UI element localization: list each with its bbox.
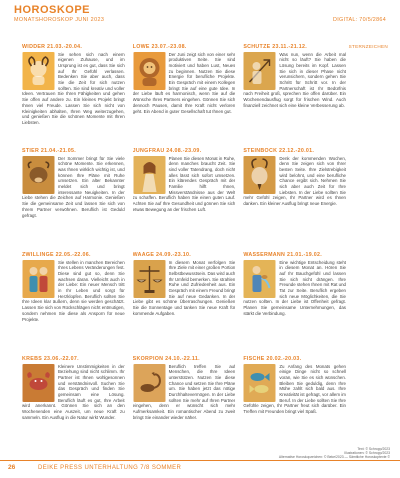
sign-block-krebs	[22, 356, 125, 456]
digital-code: DIGITAL: 70/5/2864	[333, 17, 386, 23]
lion-icon	[133, 52, 166, 90]
goat-icon	[243, 156, 276, 194]
sign-title: WASSERMANN 21.01.-19.02.	[243, 252, 323, 258]
crab-icon	[22, 364, 55, 402]
sign-block-zwillinge	[22, 252, 125, 352]
sign-block-waage	[133, 252, 236, 352]
sign-title: ZWILLINGE 22.05.-22.06.	[22, 252, 91, 258]
section-subtitle: MONATSHOROSKOP JUNI 2023	[14, 17, 105, 23]
publication-name: DEIKE PRESS UNTERHALTUNG 7/8 SOMMER	[38, 465, 182, 471]
sign-title: LÖWE 23.07.-23.08.	[132, 44, 187, 50]
sign-text-content: Zu Anfang des Monats gehen einige Dinge nicht so schnell voran, wie Sie es sich wünschen. Bleiben Sie geduldig, denn Ihre Mühe zahlt sich bald aus. Ihre Kreativität ist gefragt, vor allem im Beruf. In der Liebe sollten Sie Ihre Gefühle zeigen, Ihr Partner freut sich darüber. Ein Treffen mit Freunden bringt viel Spaß.	[243, 363, 346, 415]
page-number: 26	[8, 464, 16, 471]
sign-title: KREBS 23.06.-22.07.	[22, 356, 79, 362]
sign-title: STEINBOCK 22.12.-20.01.	[243, 148, 315, 154]
sign-text-content: In diesem Monat verfolgen Sie Ihre Ziele mit einer großen Portion Selbstbewusstsein. Das wird auch Ihr Umfeld bemerken. Sie strahlen Ruhe und Zufriedenheit aus. Ein Gespräch mit einem Freund bringt Sie auf neue Gedanken. In der Liebe gibt es schöne Überraschungen. Genießen Sie die Sonnentage und tanken Sie neue Kraft für kommende Aufgaben.	[132, 259, 236, 316]
sign-text-content: Denk der kommenden Wochen, denn Sie zeigen sich von Ihrer besten Seite. Ihre Zielstrebigkeit wird belohnt, und eine berufliche Chance ergibt sich. Nehmen Sie sich aber auch Zeit für Ihre Liebsten. In der Liebe sollten Sie mehr Gefühl zeigen, Ihr Partner wird es Ihnen danken. Ein kleiner Ausflug bringt neue Energie.	[243, 155, 346, 207]
twins-icon	[22, 260, 55, 298]
credit-line: Alternative Horoskopzeichen: © Beke/2023 — Sämtliche Horoskoptexte ©	[278, 455, 390, 460]
sign-title: WAAGE 24.09.-23.10.	[132, 252, 192, 258]
sign-block-schuetze	[243, 44, 346, 144]
sign-text-content: Planen Sie diesen Monat in Ruhe, denn manches braucht Zeit. Sie sind voller Tatendrang, doch nicht alles lässt sich sofort umsetzen. Ein klärendes Gespräch mit der Familie hilft Ihnen, Missverständnisse aus der Welt zu schaffen. Beruflich haben Sie einen guten Lauf. Achten Sie auf Ihre Gesundheit und gönnen Sie sich etwas Bewegung an der frischen Luft.	[132, 155, 236, 212]
credits-block	[260, 447, 390, 460]
sign-text-content: Sie stellen in manchen Bereichen Ihres Lebens Veränderungen fest. Diese sind gut so, denn Sie wachsen daran. Vielleicht auch in der Liebe: Ein neuer Mensch tritt in Ihr Leben und sorgt für Herzklopfen. Beruflich sollten Sie Ihre Ideen klar äußern, denn sie werden geschätzt. Lassen Sie sich von Rückschlägen nicht entmutigen, sondern nehmen Sie diese als Ansporn für neue Projekte.	[22, 259, 125, 322]
sign-block-steinbock	[243, 148, 346, 248]
archer-icon	[243, 52, 276, 90]
sign-text-content: Sie sehen sich nach einem eigenen Zuhause, und im Ursprung ist es gut, dass Sie sich auf Ihr Gefühl verlassen. Bedenken Sie aber auch, dass Sie die Zeit für sich nutzen sollten. Sie sind kreativ und voller Ideen. Vertrauen Sie Ihren Fähigkeiten und gehen Sie offen auf andere zu. Ein kleines Projekt bringt Ihnen viel Freude. Lassen Sie sich nicht von Kleinigkeiten abhalten, Ihren Weg weiterzugehen, und genießen Sie die schönen Momente mit Ihren Liebsten.	[22, 51, 125, 125]
bull-icon	[22, 156, 55, 194]
corner-tag: STERNZEICHEN	[348, 44, 388, 49]
sign-text-content: Was nun, wenn die Arbeit mal nicht so läuft? Sie haben die Lösung bereits im Kopf. Lassen Sie sich in dieser Phase nicht verunsichern, sondern gehen Sie Schritt für Schritt vor. In der Partnerschaft ist Ihr Bedürfnis nach Freiheit groß, sprechen Sie offen darüber. Ein Wochenendausflug sorgt für frischen Wind. Auch finanziell zeichnet sich eine kleine Verbesserung ab.	[243, 51, 346, 108]
sign-block-widder	[22, 44, 125, 144]
sign-title: JUNGFRAU 24.08.-23.09.	[132, 148, 202, 154]
credit-line: Text: © Schropp/2023	[357, 447, 390, 451]
page-footer	[0, 460, 400, 478]
sign-block-stier	[22, 148, 125, 248]
sign-title: FISCHE 20.02.-20.03.	[243, 356, 302, 362]
sign-title: SKORPION 24.10.-22.11.	[132, 356, 200, 362]
waterbearer-icon	[243, 260, 276, 298]
sign-block-jungfrau	[133, 148, 236, 248]
sign-text-content: Der Sommer bringt für Sie viele schöne Momente. Sie erkennen, was Ihnen wirklich wichtig ist, und können Ihre Pläne mit Ruhe umsetzen. Ein alter Bekannter meldet sich und bringt interessante Neuigkeiten. In der Liebe stehen die Zeichen auf Harmonie. Genießen Sie die gemeinsame Zeit und lassen Sie sich von Ihrem Partner verwöhnen. Beruflich ist Geduld gefragt.	[22, 155, 125, 218]
ram-icon	[22, 52, 55, 90]
sign-block-loewe	[133, 44, 236, 144]
sign-block-skorpion	[133, 356, 236, 456]
horoscope-grid	[22, 44, 346, 456]
page-header	[0, 0, 400, 40]
sign-title: SCHÜTZE 23.11.-21.12.	[243, 44, 308, 50]
scales-icon	[133, 260, 166, 298]
sign-title: STIER 21.04.-21.05.	[22, 148, 76, 154]
sign-text-content: Der Juni zeigt sich von einer sehr produktiven Seite. Sie sind motiviert und haben Lust, Neues zu beginnen. Nutzen Sie diese Energie für berufliche Projekte. Ein Gespräch mit einem Kollegen bringt Sie auf eine gute Idee. In der Liebe läuft es harmonisch, wenn Sie auf die Wünsche Ihres Partners eingehen. Gönnen Sie sich dennoch Pausen, damit Ihre Kraft nicht verloren geht. Ein Abend in guter Gesellschaft tut Ihnen gut.	[132, 51, 236, 114]
sign-title: WIDDER 21.03.-20.04.	[22, 44, 83, 50]
sign-text-content: Eine wichtige Entscheidung steht in diesem Monat an. Hören Sie auf Ihr Bauchgefühl und lassen Sie sich nicht drängen. Ihre Freunde stehen Ihnen mit Rat und Tat zur Seite. Beruflich ergeben sich neue Möglichkeiten, die Sie nutzen sollten. In der Liebe ist Offenheit gefragt. Planen Sie gemeinsame Unternehmungen, das stärkt die Verbindung.	[243, 259, 346, 316]
scorpion-icon	[133, 364, 166, 402]
section-title: HOROSKOPE	[14, 4, 91, 16]
sign-text-content: Beruflich treffen Sie auf Menschen, die Ihre Ideen unterstützen. Nutzen Sie diese Chance und setzen Sie Ihre Pläne um. Sie haben jetzt das nötige Durchhaltevermögen. In der Liebe sollten Sie mehr auf Ihren Partner eingehen, denn er wünscht sich mehr Aufmerksamkeit. Ein romantischer Abend zu zweit bringt Sie einander wieder näher.	[132, 363, 236, 420]
credit-line: Illustrationen: © Schropp/2023	[344, 451, 390, 456]
sign-text-content: Kleinere Unstimmigkeiten in der Beziehung sind nicht schlimm. Ihr Partner ist Ihnen wohlgesonnen und verständnisvoll. Suchen Sie das Gespräch und finden Sie gemeinsam eine Lösung. Beruflich läuft es gut, Ihre Arbeit wird anerkannt. Gönnen Sie sich an den Wochenenden eine Auszeit, um neue Kraft zu sammeln. Ein Ausflug in die Natur wirkt Wunder.	[22, 363, 125, 420]
virgin-icon	[133, 156, 166, 194]
sign-block-fische	[243, 356, 346, 456]
sign-block-wassermann	[243, 252, 346, 352]
fish-icon	[243, 364, 276, 402]
